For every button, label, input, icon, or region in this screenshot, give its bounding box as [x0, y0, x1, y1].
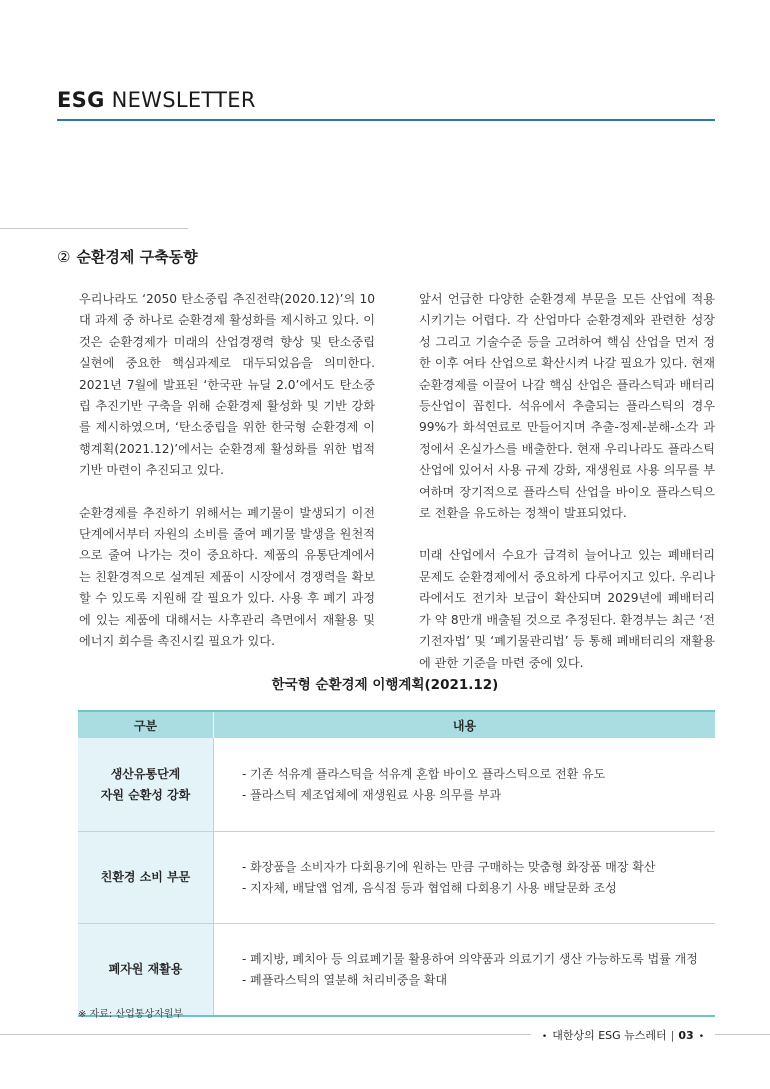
left-text-column — [79, 289, 375, 674]
category-line: 폐자원 재활용 — [108, 962, 183, 976]
section-divider — [0, 228, 188, 229]
page-number: 03 — [678, 1029, 694, 1042]
paragraph: 미래 산업에서 수요가 급격히 늘어나고 있는 폐배터리 문제도 순환경제에서 중요하게 다루어지고 있다. 우리나라에서도 전기차 보급이 확산되며 2029년에 폐배터리가 약 8만개 배출될 것으로 추정된다. 환경부는 최근 ‘전기전자법’ 및 ‘폐기물관리법’ 등 통해 폐배터리의 재활용에 관한 기준을 마련 중에 있다. — [419, 548, 715, 670]
content-item: - 플라스틱 제조업체에 재생원료 사용 의무를 부과 — [242, 787, 502, 802]
paragraph: 우리나라도 ‘2050 탄소중립 추진전략(2020.12)’의 10대 과제 중 하나로 순환경제 활성화를 제시하고 있다. 이것은 순환경제가 미래의 산업경쟁력 향상 및 탄소중립 실현에 중요한 핵심과제로 대두되었음을 의미한다. 2021년 7월에 발표된 ‘한국판 뉴딜 2.0’에서도 탄소중립 추진기반 구축을 위해 순환경제 활성화 및 기반 강화를 제시하였으며, ‘탄소중립을 위한 한국형 순환경제 이행계획(2021.12)’에서는 순환경제 활성화를 위한 법적 기반 마련이 추진되고 있다. — [79, 292, 375, 478]
masthead-esg: ESG — [57, 88, 105, 112]
page-footer — [531, 1027, 715, 1043]
paragraph: 순환경제를 추진하기 위해서는 폐기물이 발생되기 이전 단계에서부터 자원의 소비를 줄여 폐기물 발생을 원천적으로 줄여 나가는 것이 중요하다. 제품의 유통단계에서는 친환경적으로 설계된 제품이 시장에서 경쟁력을 확보할 수 있도록 지원해 갈 필요가 있다. 사용 후 폐기 과정에 있는 제품에 대해서는 사후관리 측면에서 재활용 및 에너지 회수를 촉진시킬 필요가 있다. — [79, 505, 375, 649]
table-row — [78, 738, 715, 832]
table-title: 한국형 순환경제 이행계획(2021.12) — [271, 677, 499, 693]
row-content — [214, 924, 716, 1017]
content-item: - 폐지방, 폐치아 등 의료폐기물 활용하여 의약품과 의료기기 생산 가능하도록 법률 개정 — [242, 951, 698, 966]
content-item: - 기존 석유계 플라스틱을 석유계 혼합 바이오 플라스틱으로 전환 유도 — [242, 766, 606, 781]
section-number: ② — [57, 248, 71, 266]
footer-bullet: • — [541, 1032, 548, 1042]
row-category — [78, 738, 214, 832]
row-category — [78, 832, 214, 924]
row-content — [214, 738, 716, 832]
section-title: 순환경제 구축동향 — [76, 248, 198, 266]
category-line: 생산유통단계 — [110, 766, 181, 781]
right-text-column — [419, 289, 715, 695]
footer-separator: | — [670, 1029, 675, 1042]
content-item: - 화장품을 소비자가 다회용기에 원하는 만큼 구매하는 맞춤형 화장품 매장 확산 — [242, 859, 656, 874]
footer-publication: 대한상의 ESG 뉴스레터 — [552, 1029, 667, 1042]
table-row — [78, 924, 715, 1017]
content-item: - 폐플라스틱의 열분해 처리비중을 확대 — [242, 972, 448, 987]
row-content — [214, 832, 716, 924]
row-category — [78, 924, 214, 1017]
circular-economy-plan-table — [78, 710, 715, 1017]
newsletter-masthead — [57, 88, 256, 112]
footer-bullet: • — [698, 1032, 704, 1042]
category-line: 친환경 소비 부문 — [100, 870, 191, 884]
header-content: 내용 — [214, 711, 716, 738]
masthead-newsletter: NEWSLETTER — [104, 88, 256, 112]
paragraph: 앞서 언급한 다양한 순환경제 부문을 모든 산업에 적용시키기는 어렵다. 각 산업마다 순환경제와 관련한 성장성 그리고 기술수준 등을 고려하여 핵심 산업을 먼저 정한 이후 여타 산업으로 확산시켜 나갈 필요가 있다. 현재 순환경제를 이끌어 나갈 핵심 산업은 플라스틱과 배터리 등산업이 꼽힌다. 석유에서 추출되는 플라스틱의 경우 99%가 화석연료로 만들어지며 추출-정제-분해-소각 과정에서 온실가스를 배출한다. 현재 우리나라도 플라스틱 산업에 있어서 사용 규제 강화, 재생원료 사용 의무를 부여하며 장기적으로 플라스틱 산업을 바이오 플라스틱으로 전환을 유도하는 정책이 발표되었다. — [419, 292, 715, 521]
category-line: 자원 순환성 강화 — [100, 787, 191, 802]
table-header-row — [78, 711, 715, 738]
header-category: 구분 — [78, 711, 214, 738]
table-row — [78, 832, 715, 924]
table-source: ※ 자료: 산업통상자원부 — [78, 1009, 184, 1020]
section-heading — [57, 246, 198, 267]
content-item: - 지자체, 배달앱 업계, 음식점 등과 협업해 다회용기 사용 배달문화 조성 — [242, 880, 617, 895]
masthead-rule — [57, 119, 715, 121]
